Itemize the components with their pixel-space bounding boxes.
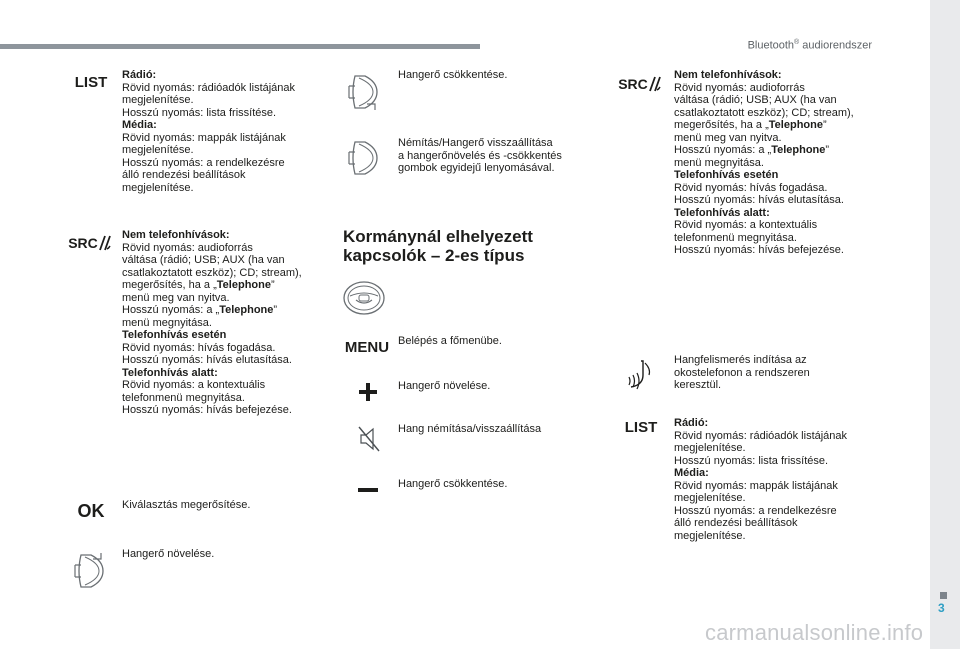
line: menü megnyitása. [122, 316, 212, 329]
mute2-description [398, 423, 598, 436]
line: megjelenítése. [674, 492, 746, 504]
side-strip [930, 0, 960, 649]
line: megjelenítése. [674, 529, 746, 542]
list-description-2 [674, 417, 874, 542]
line: Rövid nyomás: a kontextuális [674, 219, 818, 231]
steering-wheel-icon [342, 280, 386, 316]
list-description [122, 69, 322, 194]
text: megerősítés, ha a „ [674, 119, 769, 131]
line: menü meg van nyitva. [674, 131, 782, 144]
text: ” [822, 119, 827, 131]
line: Hangerő növelése. [122, 548, 215, 560]
line: Rövid nyomás: mappák listájának [674, 479, 838, 492]
line: Belépés a főmenübe. [398, 335, 502, 347]
ok-icon: OK [77, 500, 105, 521]
line: gombok egyidejű lenyomásával. [398, 162, 555, 174]
text: Hosszú nyomás: a „ [674, 144, 772, 156]
line: Kiválasztás megerősítése. [122, 499, 251, 511]
line: Telefonhívás esetén [122, 329, 227, 341]
line: Média: [122, 119, 157, 131]
line: Rövid nyomás: hívás fogadása. [122, 341, 276, 354]
src-description-2 [674, 69, 874, 257]
line: telefonmenü megnyitása. [674, 231, 797, 244]
telephone-term: Telephone [768, 119, 823, 131]
header-title-rest: audiorendszer [799, 39, 872, 52]
line [122, 304, 322, 317]
line: Rádió: [674, 417, 709, 429]
line: Rövid nyomás: mappák listájának [122, 131, 286, 144]
line: Hosszú nyomás: hívás elutasítása. [122, 354, 292, 366]
list-icon: LIST [624, 418, 658, 436]
line: Hangerő növelése. [398, 380, 491, 392]
header-title [748, 39, 872, 52]
minus-icon [356, 484, 380, 496]
menu-description [398, 335, 598, 348]
line: Hosszú nyomás: hívás elutasítása. [674, 194, 844, 206]
page-marker [940, 592, 947, 599]
line: Rádió: [122, 69, 157, 81]
line: Hang némítása/visszaállítása [398, 423, 542, 435]
section-title-line: Kormánynál elhelyezett [343, 227, 533, 246]
text: megerősítés, ha a „ [122, 279, 217, 291]
line: Rövid nyomás: rádióadók listájának [122, 81, 296, 94]
section-title [343, 227, 583, 265]
line: Némítás/Hangerő visszaállítása [398, 137, 553, 149]
line: okostelefonon a rendszeren [674, 366, 810, 379]
line: Telefonhívás alatt: [674, 206, 770, 219]
line: váltása (rádió; USB; AUX (ha van [674, 94, 837, 106]
line: menü meg van nyitva. [122, 291, 230, 304]
vol-down-description [398, 69, 598, 82]
line: megjelenítése. [122, 181, 194, 194]
plus-description [398, 380, 598, 393]
line: Nem telefonhívások: [674, 69, 782, 81]
src-icon-label: SRC [618, 76, 648, 92]
line: Rövid nyomás: audioforrás [122, 241, 253, 254]
line: Telefonhívás alatt: [122, 366, 218, 379]
line: Hosszú nyomás: hívás befejezése. [674, 244, 844, 256]
thumbwheel-down-icon [344, 72, 386, 112]
mute-description [398, 137, 598, 175]
minus-description [398, 478, 598, 491]
line: telefonmenü megnyitása. [122, 391, 245, 404]
src-icon-slashes [648, 75, 662, 93]
line: Rövid nyomás: hívás fogadása. [674, 181, 828, 194]
line: megjelenítése. [122, 94, 194, 106]
list-icon: LIST [74, 73, 108, 91]
text: ” [270, 279, 275, 291]
text: Hosszú nyomás: a „ [122, 304, 220, 316]
plus-icon [356, 380, 380, 404]
line: a hangerőnövelés és -csökkentés [398, 149, 562, 162]
line: Média: [674, 467, 709, 479]
line: Hosszú nyomás: lista frissítése. [122, 106, 277, 119]
line: Hangerő csökkentése. [398, 478, 508, 490]
telephone-term: Telephone [219, 304, 274, 316]
line [674, 119, 874, 132]
line: Hosszú nyomás: a rendelkezésre [122, 156, 285, 169]
src-description [122, 229, 322, 417]
thumbwheel-press-icon [344, 138, 386, 178]
line: Nem telefonhívások: [122, 229, 230, 241]
watermark: carmanualsonline.info [705, 620, 924, 645]
line: megjelenítése. [122, 144, 194, 156]
mute-speaker-icon [356, 424, 382, 454]
line: álló rendezési beállítások [122, 169, 246, 181]
voice-description [674, 354, 874, 392]
line: álló rendezési beállítások [674, 517, 798, 529]
line: Rövid nyomás: a kontextuális [122, 379, 266, 391]
line: Hangerő csökkentése. [398, 69, 508, 81]
src-icon [616, 73, 664, 95]
thumbwheel-up-icon [70, 551, 112, 591]
telephone-term: Telephone [216, 279, 271, 291]
line: Rövid nyomás: audioforrás [674, 81, 805, 94]
line: megjelenítése. [674, 442, 746, 454]
line: csatlakoztatott eszköz); CD; stream), [674, 106, 854, 119]
line: csatlakoztatott eszköz); CD; stream), [122, 266, 302, 279]
vol-up-description [122, 548, 322, 561]
header-bar [0, 44, 480, 49]
telephone-term: Telephone [771, 144, 826, 156]
line [122, 279, 322, 292]
header-title-text: Bluetooth [747, 39, 795, 52]
ok-description [122, 499, 322, 512]
src-icon [66, 232, 114, 254]
line: Rövid nyomás: rádióadók listájának [674, 429, 848, 442]
line [674, 144, 874, 157]
section-title-line: kapcsolók – 2-es típus [343, 246, 525, 265]
voice-command-icon [622, 358, 656, 392]
src-icon-slashes [98, 234, 112, 252]
text: ” [273, 304, 278, 316]
menu-icon: MENU [344, 338, 390, 356]
header-title-sup: ® [794, 39, 800, 46]
page-number: 3 [938, 601, 945, 615]
line: keresztül. [674, 379, 722, 391]
line: Hangfelismerés indítása az [674, 354, 807, 366]
line: Hosszú nyomás: a rendelkezésre [674, 504, 837, 517]
line: váltása (rádió; USB; AUX (ha van [122, 254, 285, 266]
src-icon-label: SRC [68, 235, 98, 251]
line: menü megnyitása. [674, 156, 764, 169]
line: Hosszú nyomás: lista frissítése. [674, 454, 829, 467]
line: Hosszú nyomás: hívás befejezése. [122, 404, 292, 416]
text: ” [825, 144, 830, 156]
line: Telefonhívás esetén [674, 169, 779, 181]
